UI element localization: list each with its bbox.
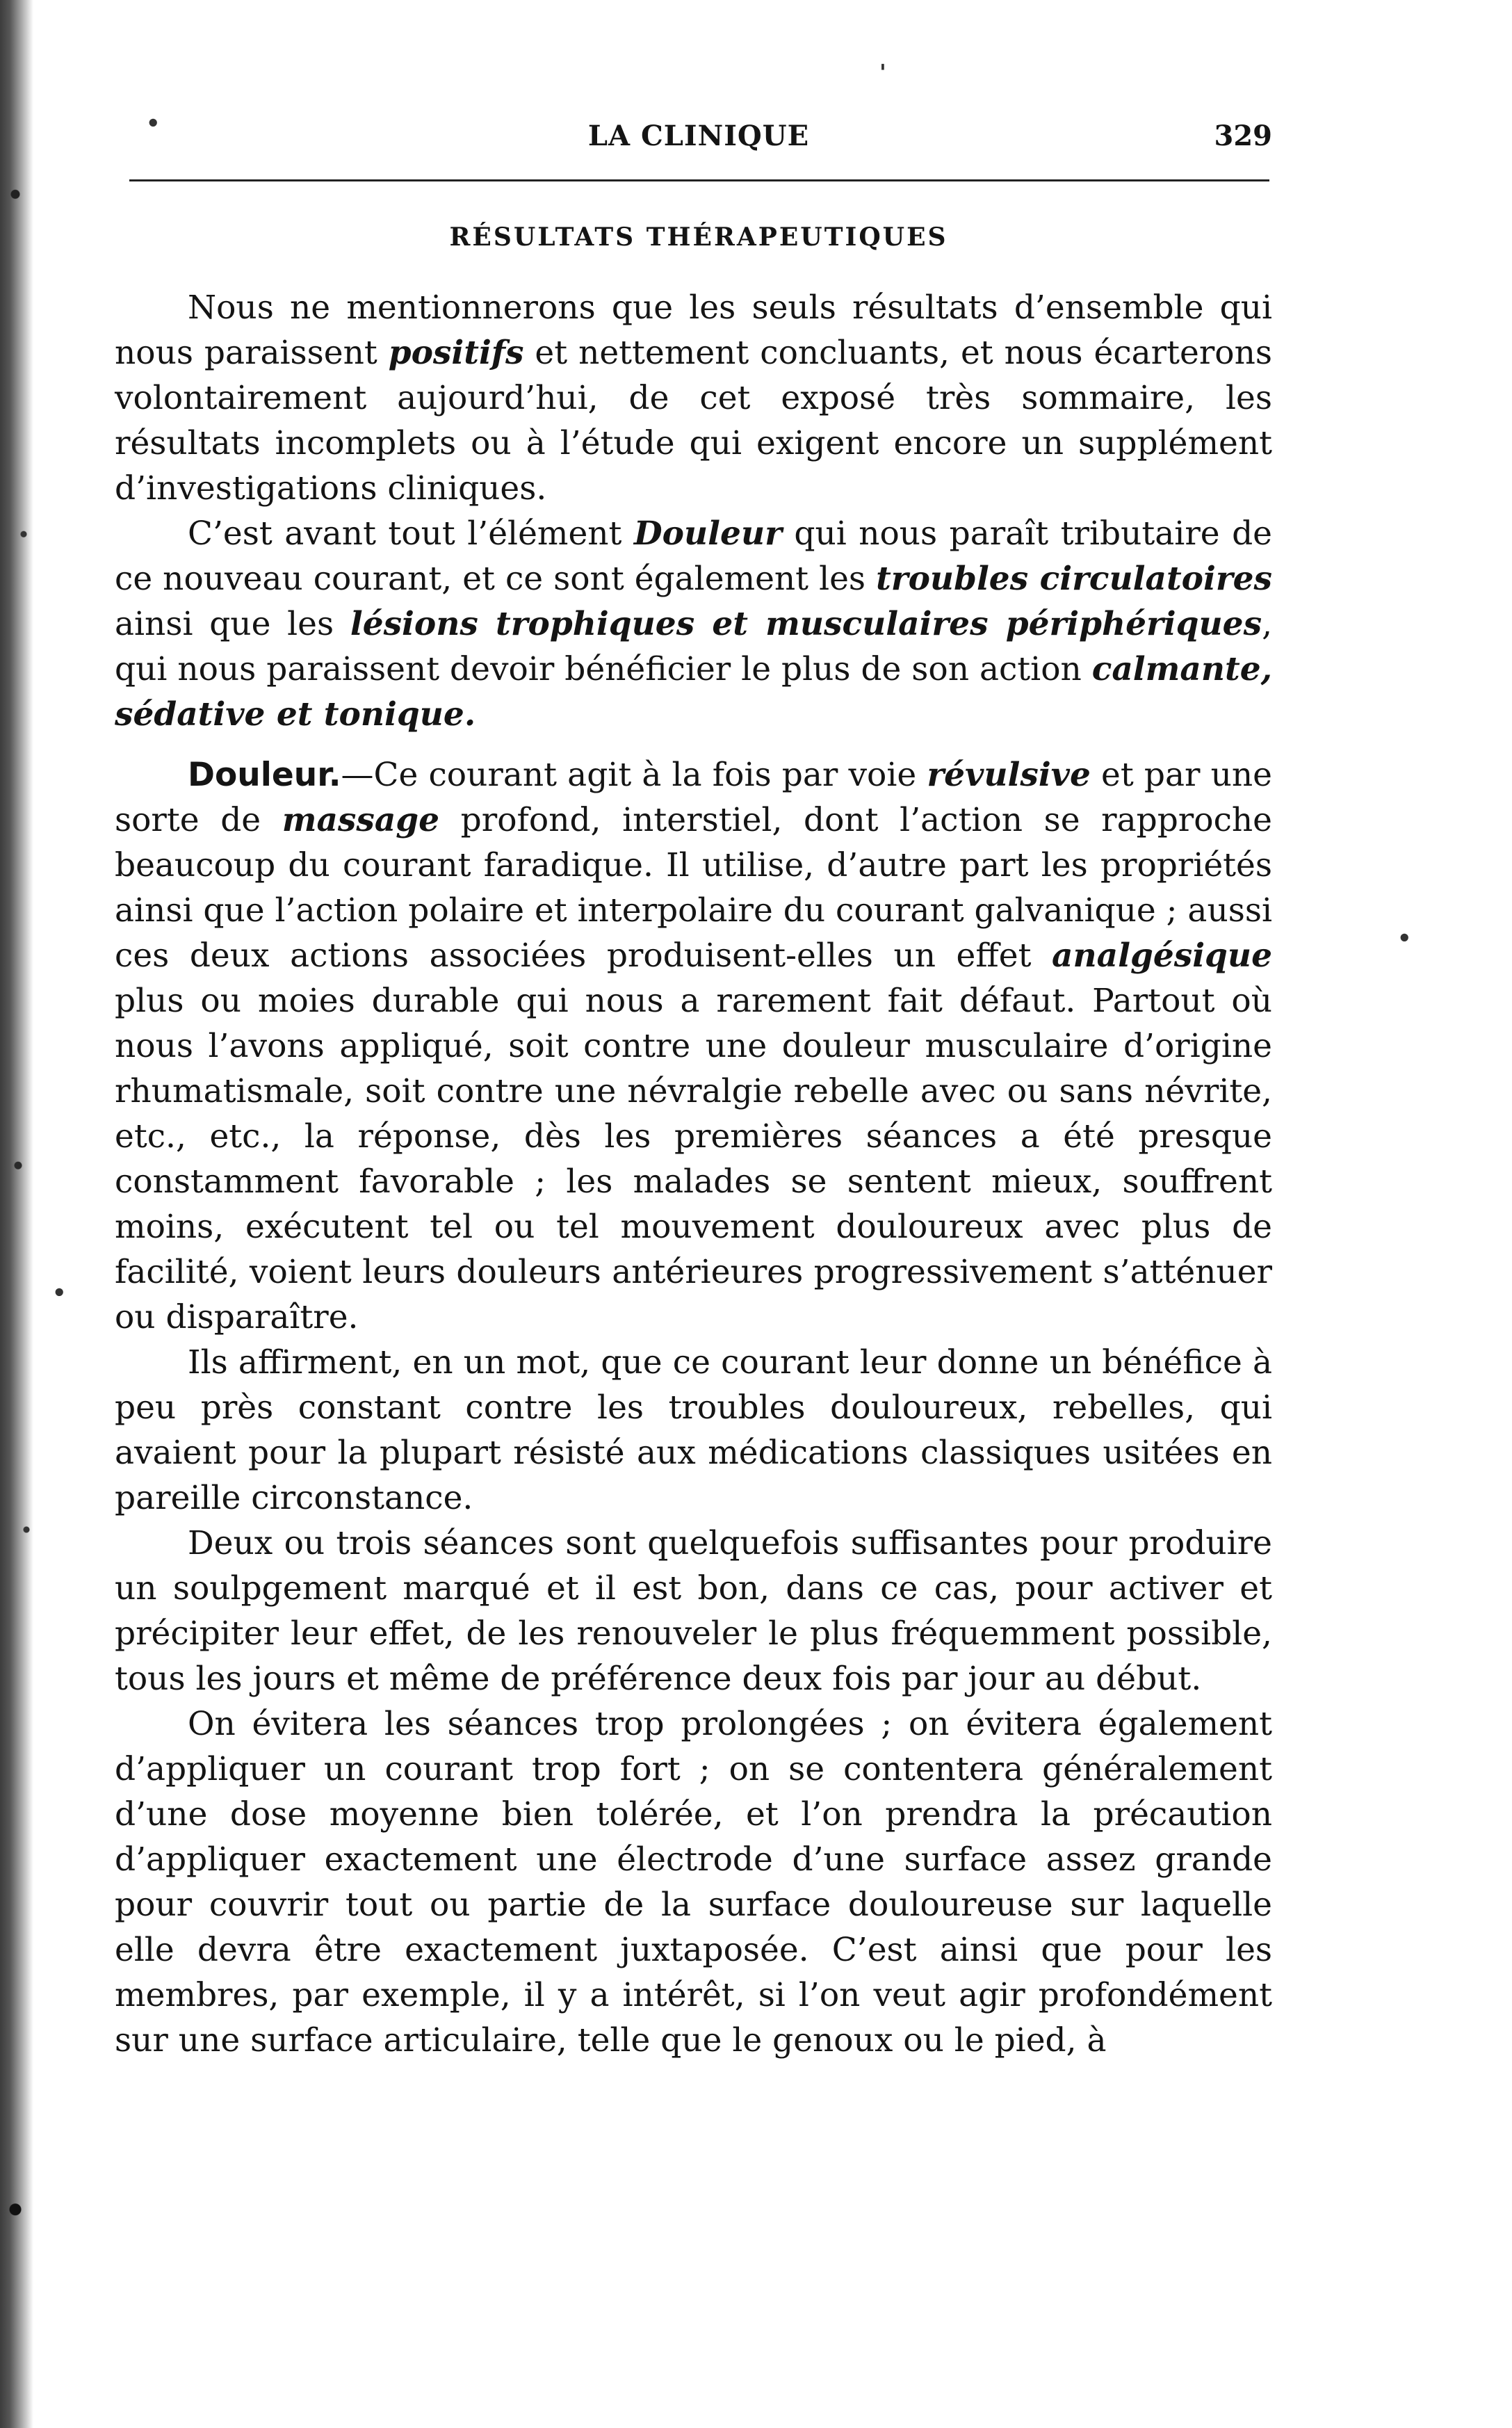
- scan-speck: •: [146, 110, 161, 136]
- scan-speck: ': [879, 59, 886, 86]
- paragraph-1: Nous ne mentionnerons que les seuls résultats d’ensemble qui nous paraissent positifs et nettement concluants, et nous écarterons volontairement aujourd’hui, de cet exposé très sommaire, les résultats incomplets ou à l’étude qui exigent encore un supplément d’investigations cliniques.: [115, 289, 1272, 508]
- running-header: [125, 111, 1272, 160]
- paragraph-2: C’est avant tout l’élément Douleur qui nous paraît tributaire de ce nouveau courant, et ce sont également les troubles circulatoires ainsi que les lésions trophiques et musculaires périphériques, qui nous paraissent devoir bénéficier le plus de son action calmante, sédative et tonique.: [115, 515, 1273, 734]
- header-rule: [129, 179, 1269, 181]
- running-title: LA CLINIQUE: [587, 120, 810, 152]
- page-number: 329: [1214, 120, 1272, 152]
- paragraph-5: Deux ou trois séances sont quelquefois suffisantes pour produire un soulpgement marqué et il est bon, dans ce cas, pour activer et précipiter leur effet, de les renouveler le plus fréquemment possible, tous les jours et même de préférence deux fois par jour au début.: [115, 1524, 1272, 1698]
- section-heading: RÉSULTATS THÉRAPEUTIQUES: [449, 222, 948, 252]
- scan-speck: •: [1397, 925, 1412, 951]
- paragraph-3: Douleur.—Ce courant agit à la fois par voie révulsive et par une sorte de massage profond, interstiel, dont l’action se rapproche beaucoup du courant faradique. Il utilise, d’autre part les propriétés ainsi que l’action polaire et interpolaire du courant galvanique ; aussi ces deux actions associées produisent-elles un effet analgésique plus ou moies durable qui nous a rarement fait défaut. Partout où nous l’avons appliqué, soit contre une douleur musculaire d’origine rhumatismale, soit contre une névralgie rebelle avec ou sans névrite, etc., etc., la réponse, dès les premières séances a été presque constamment favorable ; les malades se sentent mieux, souffrent moins, exécutent tel ou tel mouvement douloureux avec plus de facilité, voient leurs douleurs antérieures progressivement s’atténuer ou disparaître.: [115, 756, 1273, 1336]
- body-text: [115, 285, 1272, 2063]
- paragraph-6: On évitera les séances trop prolongées ; on évitera également d’appliquer un courant trop fort ; on se contentera généralement d’une dose moyenne bien tolérée, et l’on prendra la précaution d’appliquer exactement une électrode d’une surface assez grande pour couvrir tout ou partie de la surface douloureuse sur laquelle elle devra être exactement juxtaposée. C’est ainsi que pour les membres, par exemple, il y a intérêt, si l’on veut agir profondément sur une surface articulaire, telle que le genoux ou le pied, à: [115, 1705, 1272, 2059]
- binding-specks: [7, 0, 35, 2428]
- paragraph-4: Ils affirment, en un mot, que ce courant leur donne un bénéfice à peu près constant contre les troubles douloureux, rebelles, qui avaient pour la plupart résisté aux médications classiques usitées en pareille circonstance.: [115, 1343, 1272, 1517]
- scan-speck: •: [52, 1279, 67, 1306]
- run-in-heading: Douleur.: [188, 756, 341, 794]
